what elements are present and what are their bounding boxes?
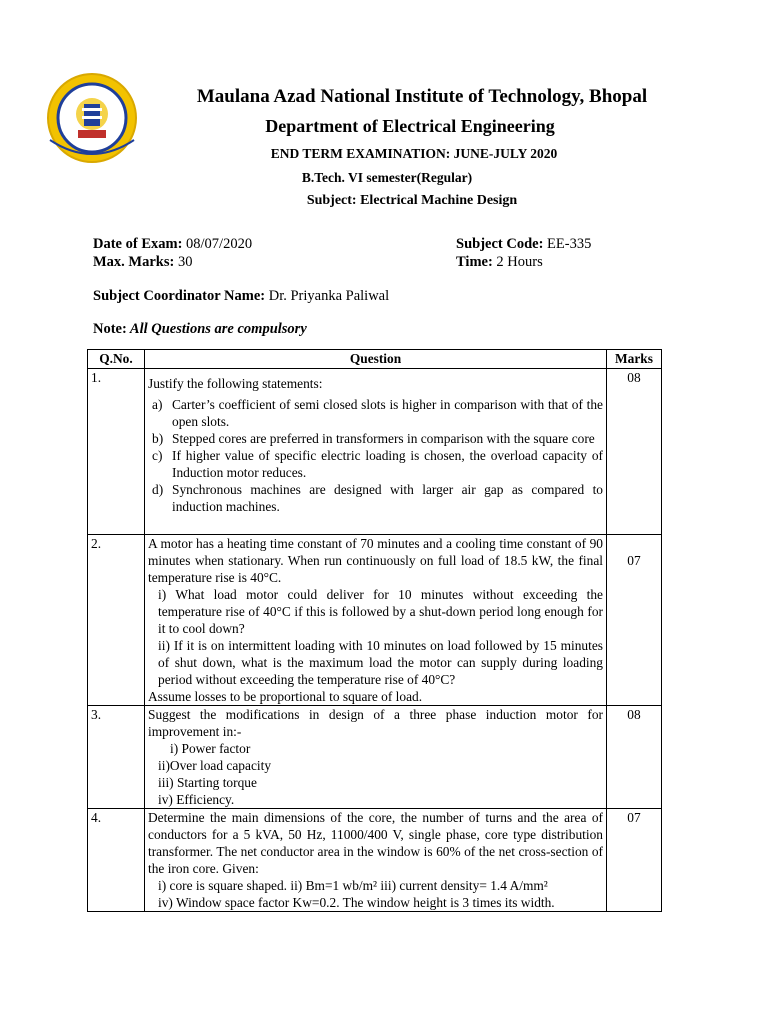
department-name: Department of Electrical Engineering xyxy=(265,116,555,136)
q4-given-2: iv) Window space factor Kw=0.2. The window height is 3 times its width. xyxy=(158,895,555,910)
exam-date xyxy=(93,236,252,253)
table-row xyxy=(88,369,662,535)
list-item: c) If higher value of specific electric loading is chosen, the overload capacity of Induction motor reduces. xyxy=(152,448,603,480)
q2-intro: A motor has a heating time constant of 70 minutes and a cooling time constant of 90 minutes when stationary. When run continuously on full load of 18.5 kW, the final temperature rise is 40°C. xyxy=(148,536,603,585)
list-item: d) Synchronous machines are designed with larger air gap as compared to induction machines. xyxy=(152,482,603,514)
table-row xyxy=(88,706,662,809)
header-question: Question xyxy=(145,350,607,369)
list-item: ii)Over load capacity xyxy=(158,758,272,773)
list-item: iii) Starting torque xyxy=(158,775,257,790)
header-marks: Marks xyxy=(607,350,662,369)
exam-date-value: 08/07/2020 xyxy=(186,236,253,252)
q2-part-ii: ii) If it is on intermittent loading with 10 minutes on load followed by 15 minutes of shut down, what is the maximum load the motor can supply during loading period without exceeding the temperature rise of 40°C? xyxy=(158,638,603,687)
table-header-row xyxy=(88,350,662,369)
list-item: b) Stepped cores are preferred in transformers in comparison with the square core xyxy=(152,431,595,446)
list-item: iv) Efficiency. xyxy=(158,792,235,807)
table-row xyxy=(88,809,662,912)
exam-date-label: Date of Exam: xyxy=(93,236,183,252)
max-marks-label: Max. Marks: xyxy=(93,254,175,270)
qno-4: 4. xyxy=(88,809,145,912)
program-title: B.Tech. VI semester(Regular) xyxy=(301,170,473,185)
exam-time-value: 2 Hours xyxy=(496,254,543,270)
list-item: a) Carter’s coefficient of semi closed slots is higher in comparison with that of the open slots. xyxy=(152,397,603,429)
marks-3: 08 xyxy=(607,706,662,809)
qno-2: 2. xyxy=(88,535,145,706)
qno-3: 3. xyxy=(88,706,145,809)
questions-table xyxy=(87,349,662,912)
q4-given-1: i) core is square shaped. ii) Bm=1 wb/m² iii) current density= 1.4 A/mm² xyxy=(158,878,548,893)
question-3 xyxy=(145,706,607,809)
exam-time-label: Time: xyxy=(456,254,493,270)
q4-intro: Determine the main dimensions of the core, the number of turns and the area of conductors for a 5 kVA, 50 Hz, 11000/400 V, single phase, core type distribution transformer. The net conductor area in the window is 60% of the net cross-section of the iron core. Given: xyxy=(148,810,603,876)
subject-code-label: Subject Code: xyxy=(456,236,544,252)
q1-statements xyxy=(148,396,603,515)
max-marks xyxy=(93,254,192,271)
list-item: i) Power factor xyxy=(170,741,251,756)
question-2 xyxy=(145,535,607,706)
note-label: Note: xyxy=(93,321,127,337)
coordinator-label: Subject Coordinator Name: xyxy=(93,288,266,304)
institute-logo xyxy=(44,70,140,166)
note xyxy=(93,321,307,338)
q2-tail: Assume losses to be proportional to square of load. xyxy=(148,689,423,704)
subject-title: Subject: Electrical Machine Design xyxy=(306,193,518,208)
subject-code xyxy=(456,236,591,253)
note-value: All Questions are compulsory xyxy=(126,321,307,337)
exam-time xyxy=(456,254,543,271)
question-1 xyxy=(145,369,607,535)
qno-1: 1. xyxy=(88,369,145,535)
header-qno: Q.No. xyxy=(88,350,145,369)
subject-coordinator xyxy=(93,288,389,305)
marks-4: 07 xyxy=(607,809,662,912)
marks-2: 07 xyxy=(607,535,662,706)
q2-part-i: i) What load motor could deliver for 10 minutes without exceeding the temperature rise of 40°C if this is followed by a shut-down period long enough for it to cool down? xyxy=(158,587,603,636)
question-4 xyxy=(145,809,607,912)
max-marks-value: 30 xyxy=(177,254,193,270)
q1-intro: Justify the following statements: xyxy=(148,376,323,391)
institute-name: Maulana Azad National Institute of Technology, Bhopal xyxy=(196,86,648,107)
table-row xyxy=(88,535,662,706)
subject-code-value: EE-335 xyxy=(547,236,592,252)
exam-title: END TERM EXAMINATION: JUNE-JULY 2020 xyxy=(270,146,558,161)
coordinator-value: Dr. Priyanka Paliwal xyxy=(268,288,390,304)
marks-1: 08 xyxy=(607,369,662,535)
q3-intro: Suggest the modifications in design of a three phase induction motor for improvement in:- xyxy=(148,707,603,739)
